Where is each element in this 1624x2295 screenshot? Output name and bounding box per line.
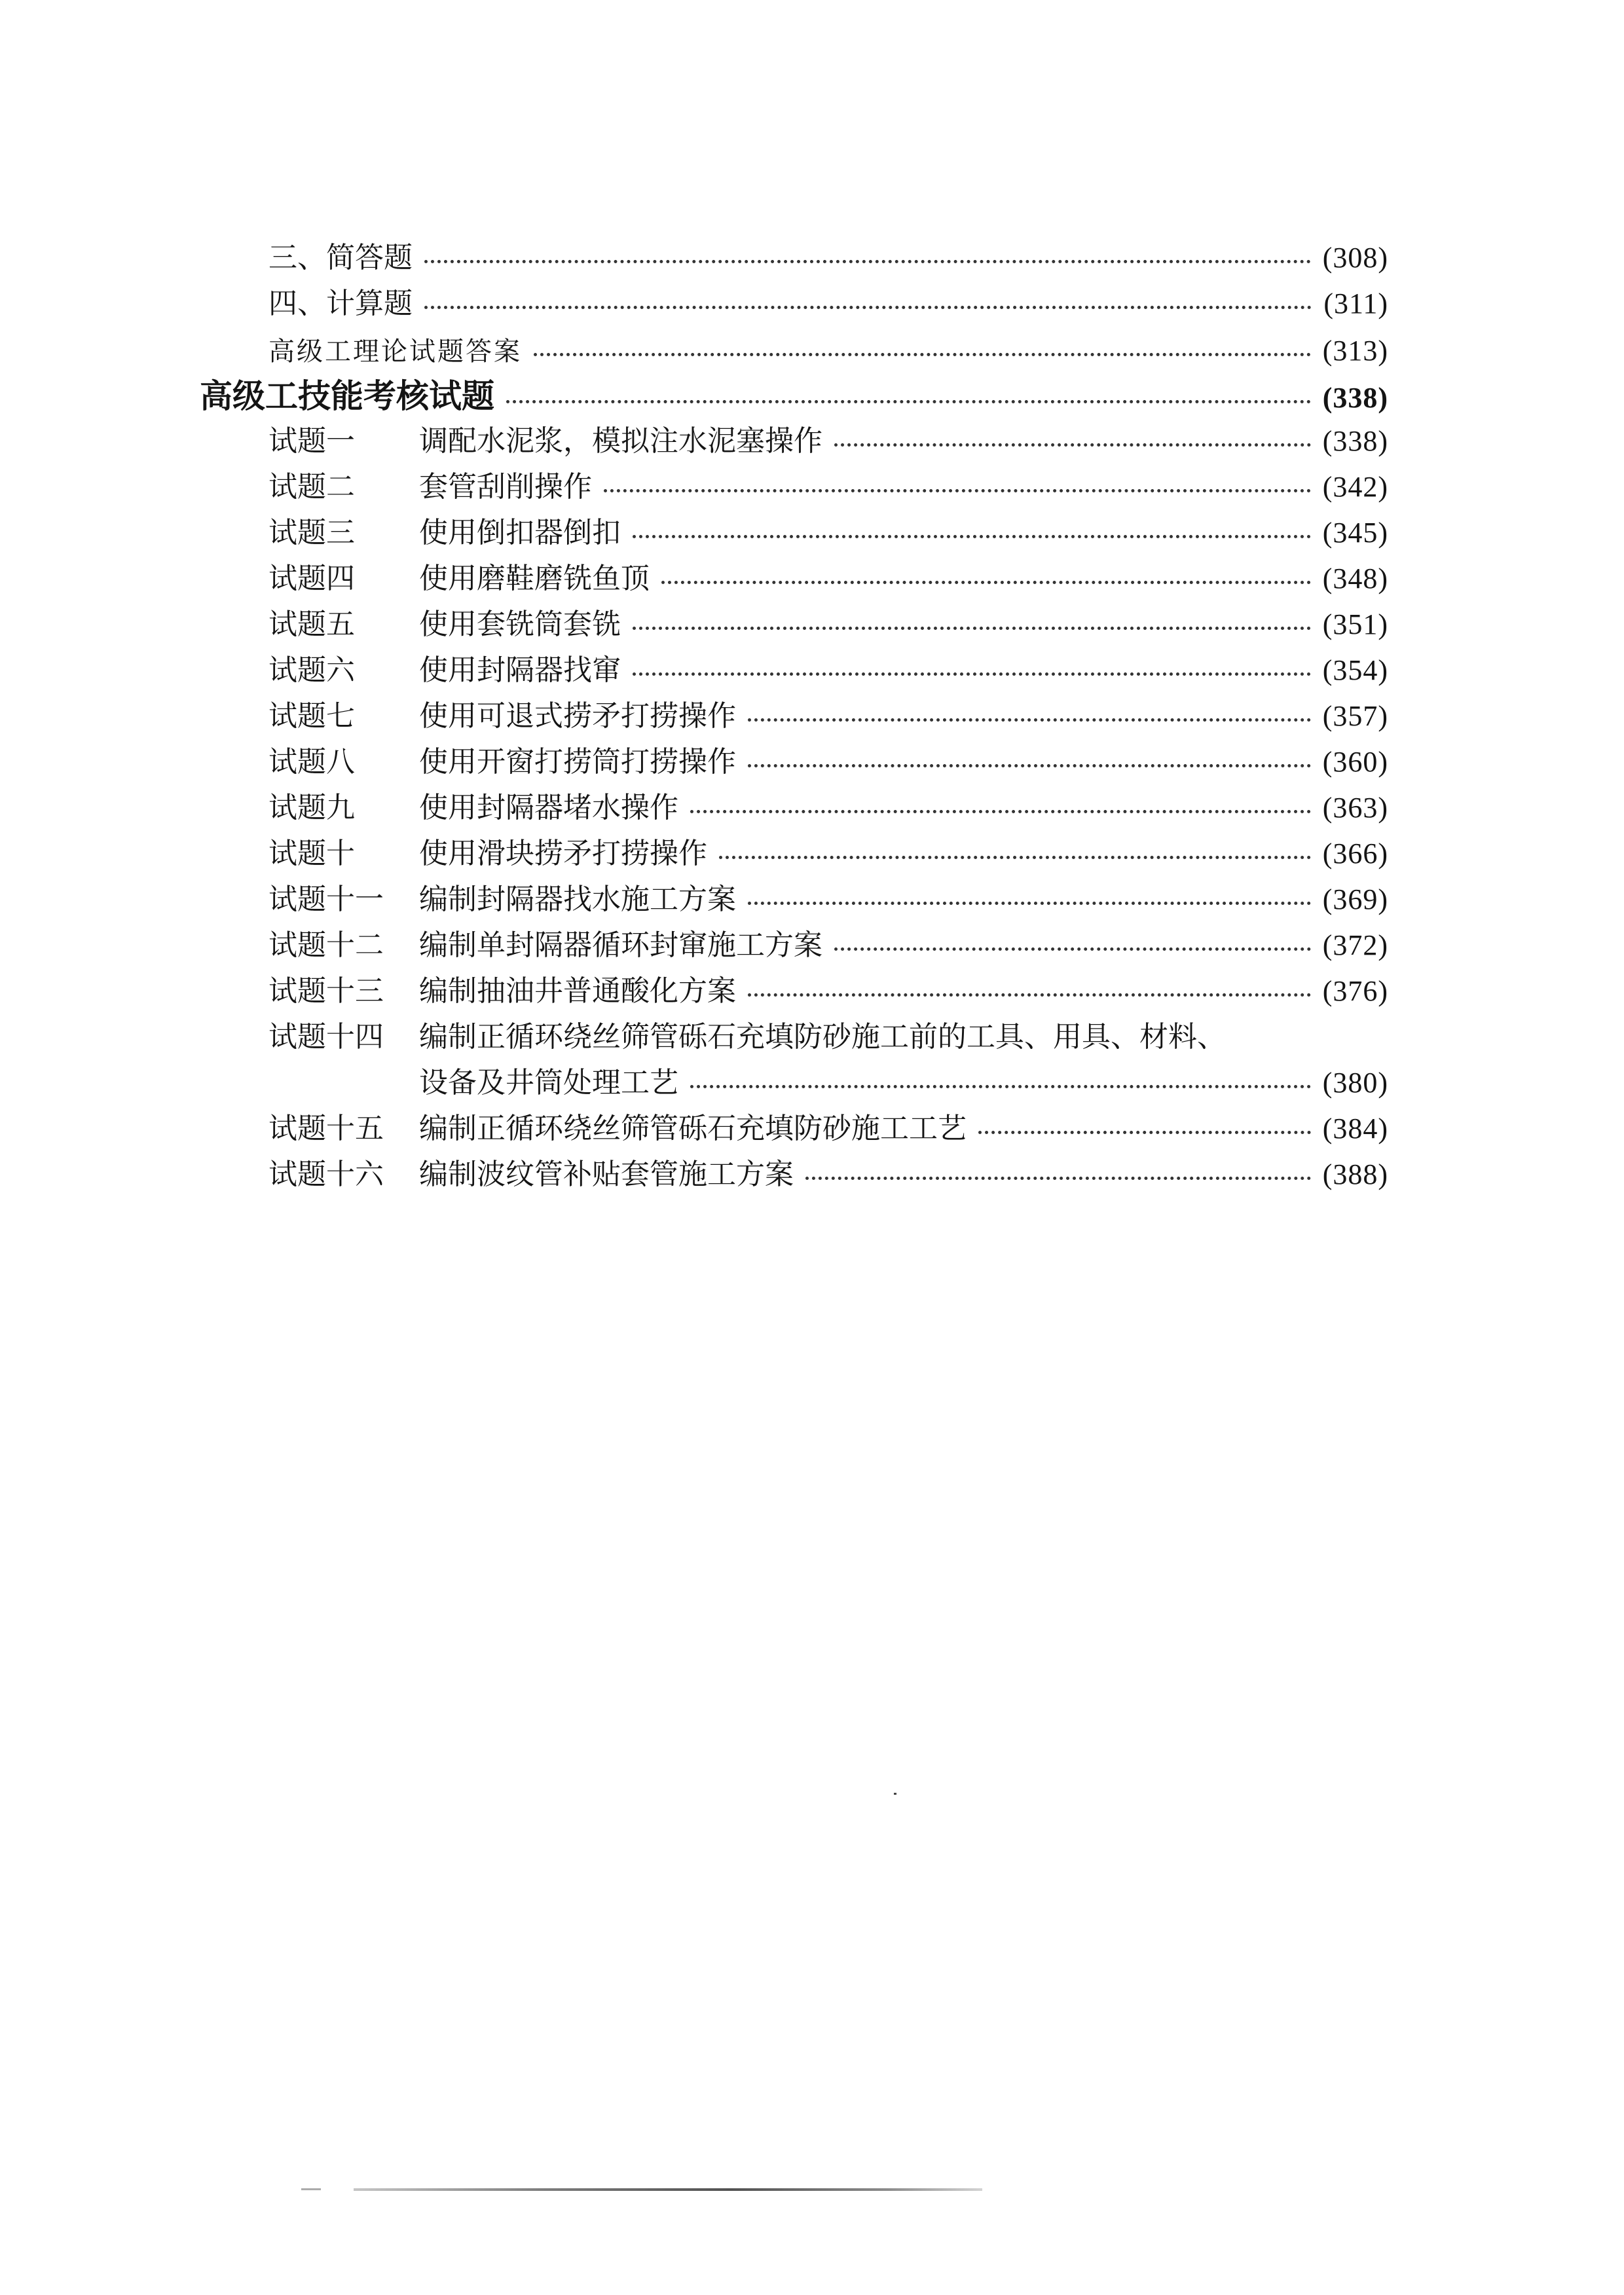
dot-leader xyxy=(748,718,1311,722)
item-page: (388) xyxy=(1322,1158,1388,1190)
item-title-line-1: 编制正循环绕丝筛管砾石充填防砂施工前的工具、用具、材料、 xyxy=(419,1020,1226,1054)
toc-item xyxy=(268,1160,1388,1189)
item-number: 试题八 xyxy=(268,745,355,779)
toc-item xyxy=(268,791,1388,824)
scan-artifact-left xyxy=(301,2188,321,2190)
toc-item xyxy=(268,610,1388,639)
toc-item xyxy=(268,974,1388,1008)
item-number: 试题十四 xyxy=(268,1020,384,1054)
dot-leader xyxy=(424,260,1311,263)
dot-leader xyxy=(748,993,1311,997)
item-page: (348) xyxy=(1322,562,1388,595)
item-page: (384) xyxy=(1322,1112,1388,1145)
item-page: (354) xyxy=(1322,654,1388,686)
toc-entry xyxy=(268,289,1388,318)
item-title: 编制封隔器找水施工方案 xyxy=(419,883,736,916)
toc-item xyxy=(268,699,1388,733)
toc-item xyxy=(268,1114,1388,1143)
toc-entry-title: 三、简答题 xyxy=(268,241,413,274)
item-title: 使用封隔器堵水操作 xyxy=(419,791,678,824)
toc-entry-page: (311) xyxy=(1323,287,1388,320)
item-title: 使用可退式捞矛打捞操作 xyxy=(419,699,736,733)
item-number: 试题十五 xyxy=(268,1112,384,1145)
dot-leader xyxy=(424,306,1312,309)
item-page: (351) xyxy=(1322,608,1388,640)
item-page: (380) xyxy=(1322,1067,1388,1099)
scan-speck xyxy=(894,1793,896,1795)
dot-leader xyxy=(719,856,1311,859)
dot-leader xyxy=(633,672,1311,676)
dot-leader xyxy=(748,902,1311,905)
item-title: 使用倒扣器倒扣 xyxy=(419,516,621,549)
toc-item xyxy=(268,470,1388,504)
dot-leader xyxy=(534,353,1311,356)
item-number: 试题六 xyxy=(268,653,355,687)
toc-entry-page: (308) xyxy=(1322,242,1388,274)
toc-item xyxy=(268,516,1388,549)
item-title: 套管刮削操作 xyxy=(419,470,592,504)
item-title: 使用开窗打捞筒打捞操作 xyxy=(419,745,736,779)
item-title: 编制抽油井普通酸化方案 xyxy=(419,974,736,1008)
item-number: 试题一 xyxy=(268,424,355,458)
toc-entry xyxy=(268,337,1388,365)
item-page: (376) xyxy=(1322,975,1388,1007)
dot-leader xyxy=(978,1131,1311,1134)
dot-leader xyxy=(834,947,1311,951)
dot-leader xyxy=(834,443,1311,447)
item-number: 试题二 xyxy=(268,470,355,504)
item-number: 试题七 xyxy=(268,699,355,733)
dot-leader xyxy=(604,489,1311,492)
toc-item xyxy=(268,885,1388,914)
item-page: (345) xyxy=(1322,517,1388,549)
toc-item-multiline xyxy=(268,1020,1226,1054)
toc-item xyxy=(268,928,1388,962)
item-title: 使用封隔器找窜 xyxy=(419,653,621,687)
item-title: 编制正循环绕丝筛管砾石充填防砂施工工艺 xyxy=(419,1112,967,1145)
dot-leader xyxy=(748,764,1311,767)
toc-item xyxy=(268,745,1388,779)
item-page: (372) xyxy=(1322,929,1388,961)
item-number: 试题五 xyxy=(268,608,355,641)
dot-leader xyxy=(633,627,1311,630)
toc-item-continuation xyxy=(419,1066,1388,1099)
item-page: (338) xyxy=(1322,425,1388,457)
item-page: (342) xyxy=(1322,471,1388,503)
item-title: 编制波纹管补贴套管施工方案 xyxy=(419,1158,794,1191)
item-number: 试题九 xyxy=(268,791,355,824)
item-number: 试题十 xyxy=(268,837,355,870)
item-number: 试题十一 xyxy=(268,883,384,916)
item-title: 使用套铣筒套铣 xyxy=(419,608,621,641)
item-title: 编制单封隔器循环封窜施工方案 xyxy=(419,928,822,962)
toc-item xyxy=(268,564,1388,593)
toc-entry-title: 四、计算题 xyxy=(268,287,413,320)
item-title-line-2: 设备及井筒处理工艺 xyxy=(419,1066,678,1099)
item-title: 使用滑块捞矛打捞操作 xyxy=(419,837,707,870)
toc-section-heading xyxy=(200,377,1388,415)
toc-entry-title: 高级工理论试题答案 xyxy=(268,337,522,367)
item-page: (366) xyxy=(1322,837,1388,870)
item-title: 调配水泥浆，模拟注水泥塞操作 xyxy=(419,424,822,458)
item-title: 使用磨鞋磨铣鱼顶 xyxy=(419,562,650,595)
toc-item xyxy=(268,653,1388,687)
dot-leader xyxy=(661,581,1311,584)
toc-entry xyxy=(268,241,1388,274)
item-number: 试题三 xyxy=(268,516,355,549)
dot-leader xyxy=(805,1177,1311,1180)
section-heading-page: (338) xyxy=(1322,382,1388,414)
item-number: 试题十二 xyxy=(268,928,384,962)
toc-item xyxy=(268,839,1388,868)
item-page: (357) xyxy=(1322,700,1388,732)
dot-leader xyxy=(690,1085,1311,1088)
item-page: (369) xyxy=(1322,883,1388,915)
section-heading-title: 高级工技能考核试题 xyxy=(200,377,494,415)
dot-leader xyxy=(506,400,1311,403)
toc-entry-page: (313) xyxy=(1322,335,1388,367)
item-page: (363) xyxy=(1322,792,1388,824)
dot-leader xyxy=(633,535,1311,538)
dot-leader xyxy=(690,810,1311,813)
toc-item xyxy=(268,424,1388,458)
item-number: 试题十六 xyxy=(268,1158,384,1191)
scan-artifact-line xyxy=(354,2188,982,2191)
item-number: 试题十三 xyxy=(268,974,384,1008)
item-page: (360) xyxy=(1322,746,1388,778)
item-number: 试题四 xyxy=(268,562,355,595)
